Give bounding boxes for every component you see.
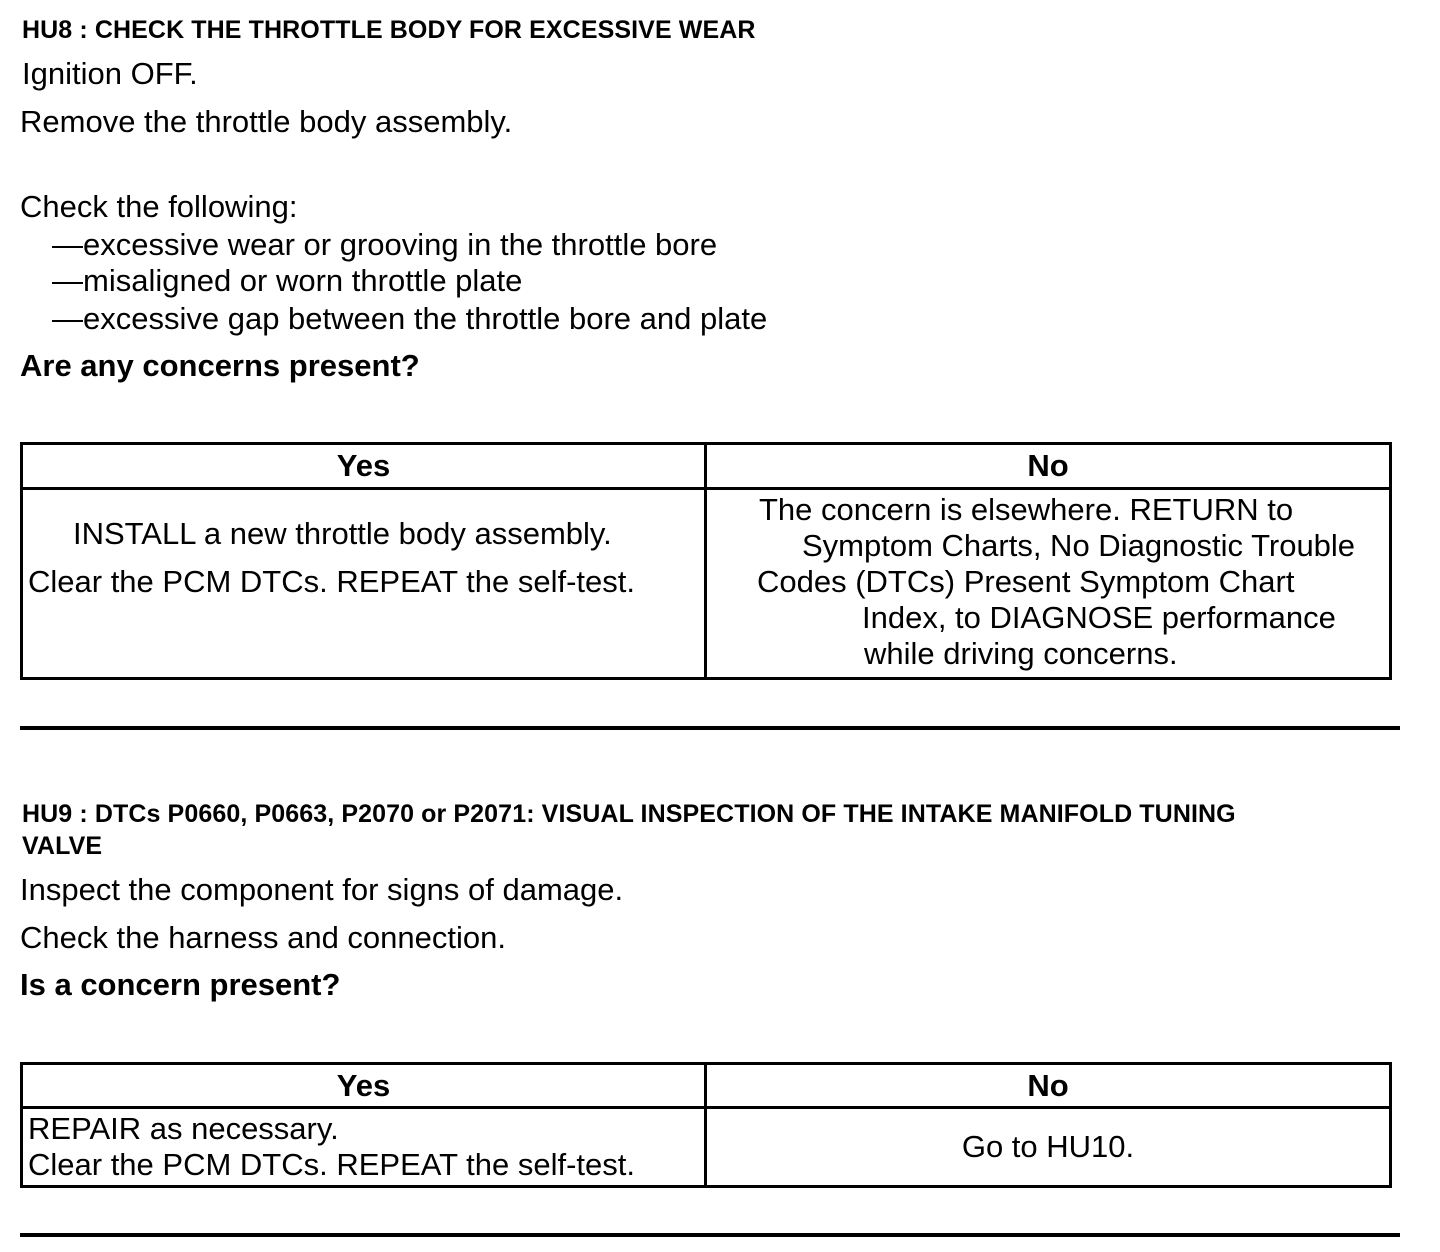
hu8-yes-line-2: Clear the PCM DTCs. REPEAT the self-test.: [28, 564, 635, 599]
hu8-check-item-2: —misaligned or worn throttle plate: [52, 263, 523, 298]
hu9-yes-line-2: Clear the PCM DTCs. REPEAT the self-test.: [28, 1147, 635, 1182]
hu9-yes-line-1: REPAIR as necessary.: [28, 1111, 339, 1146]
section-divider-1: [20, 726, 1400, 730]
hu8-step-1: Ignition OFF.: [22, 56, 198, 91]
hu9-step-1: Inspect the component for signs of damage.: [20, 872, 624, 907]
hu8-title: HU8 : CHECK THE THROTTLE BODY FOR EXCESSIVE WEAR: [22, 16, 756, 44]
hu8-no-line-1: The concern is elsewhere. RETURN to: [759, 492, 1294, 527]
hu8-result-table: [20, 442, 1392, 680]
hu8-no-line-3: Codes (DTCs) Present Symptom Chart: [757, 564, 1295, 599]
hu8-check-intro: Check the following:: [20, 189, 298, 224]
hu8-no-line-4: Index, to DIAGNOSE performance: [862, 600, 1336, 635]
hu9-question: Is a concern present?: [20, 967, 341, 1002]
hu9-yes-cell: [22, 1108, 706, 1187]
hu8-no-header: No: [706, 444, 1391, 489]
hu8-yes-header: Yes: [22, 444, 706, 489]
hu9-step-2: Check the harness and connection.: [20, 920, 506, 955]
hu8-yes-cell: [22, 489, 706, 679]
hu9-result-table: [20, 1062, 1392, 1188]
hu9-title-line-2: VALVE: [22, 832, 103, 860]
hu8-yes-line-1: INSTALL a new throttle body assembly.: [73, 516, 612, 551]
hu9-no-header: No: [706, 1064, 1391, 1108]
hu8-no-line-5: while driving concerns.: [864, 636, 1178, 671]
hu8-no-line-2: Symptom Charts, No Diagnostic Trouble: [802, 528, 1356, 563]
hu8-check-item-3: —excessive gap between the throttle bore and plate: [52, 301, 768, 336]
hu9-title-line-1: HU9 : DTCs P0660, P0663, P2070 or P2071: VISUAL INSPECTION OF THE INTAKE MANIFOLD TUNING: [22, 800, 1236, 828]
hu8-question: Are any concerns present?: [20, 348, 420, 383]
hu8-check-item-1: —excessive wear or grooving in the throttle bore: [52, 227, 718, 262]
hu9-yes-header: Yes: [22, 1064, 706, 1108]
hu8-no-cell: [706, 489, 1391, 679]
section-divider-2: [20, 1233, 1400, 1237]
hu9-no-cell: Go to HU10.: [706, 1108, 1391, 1187]
hu8-step-2: Remove the throttle body assembly.: [20, 104, 513, 139]
